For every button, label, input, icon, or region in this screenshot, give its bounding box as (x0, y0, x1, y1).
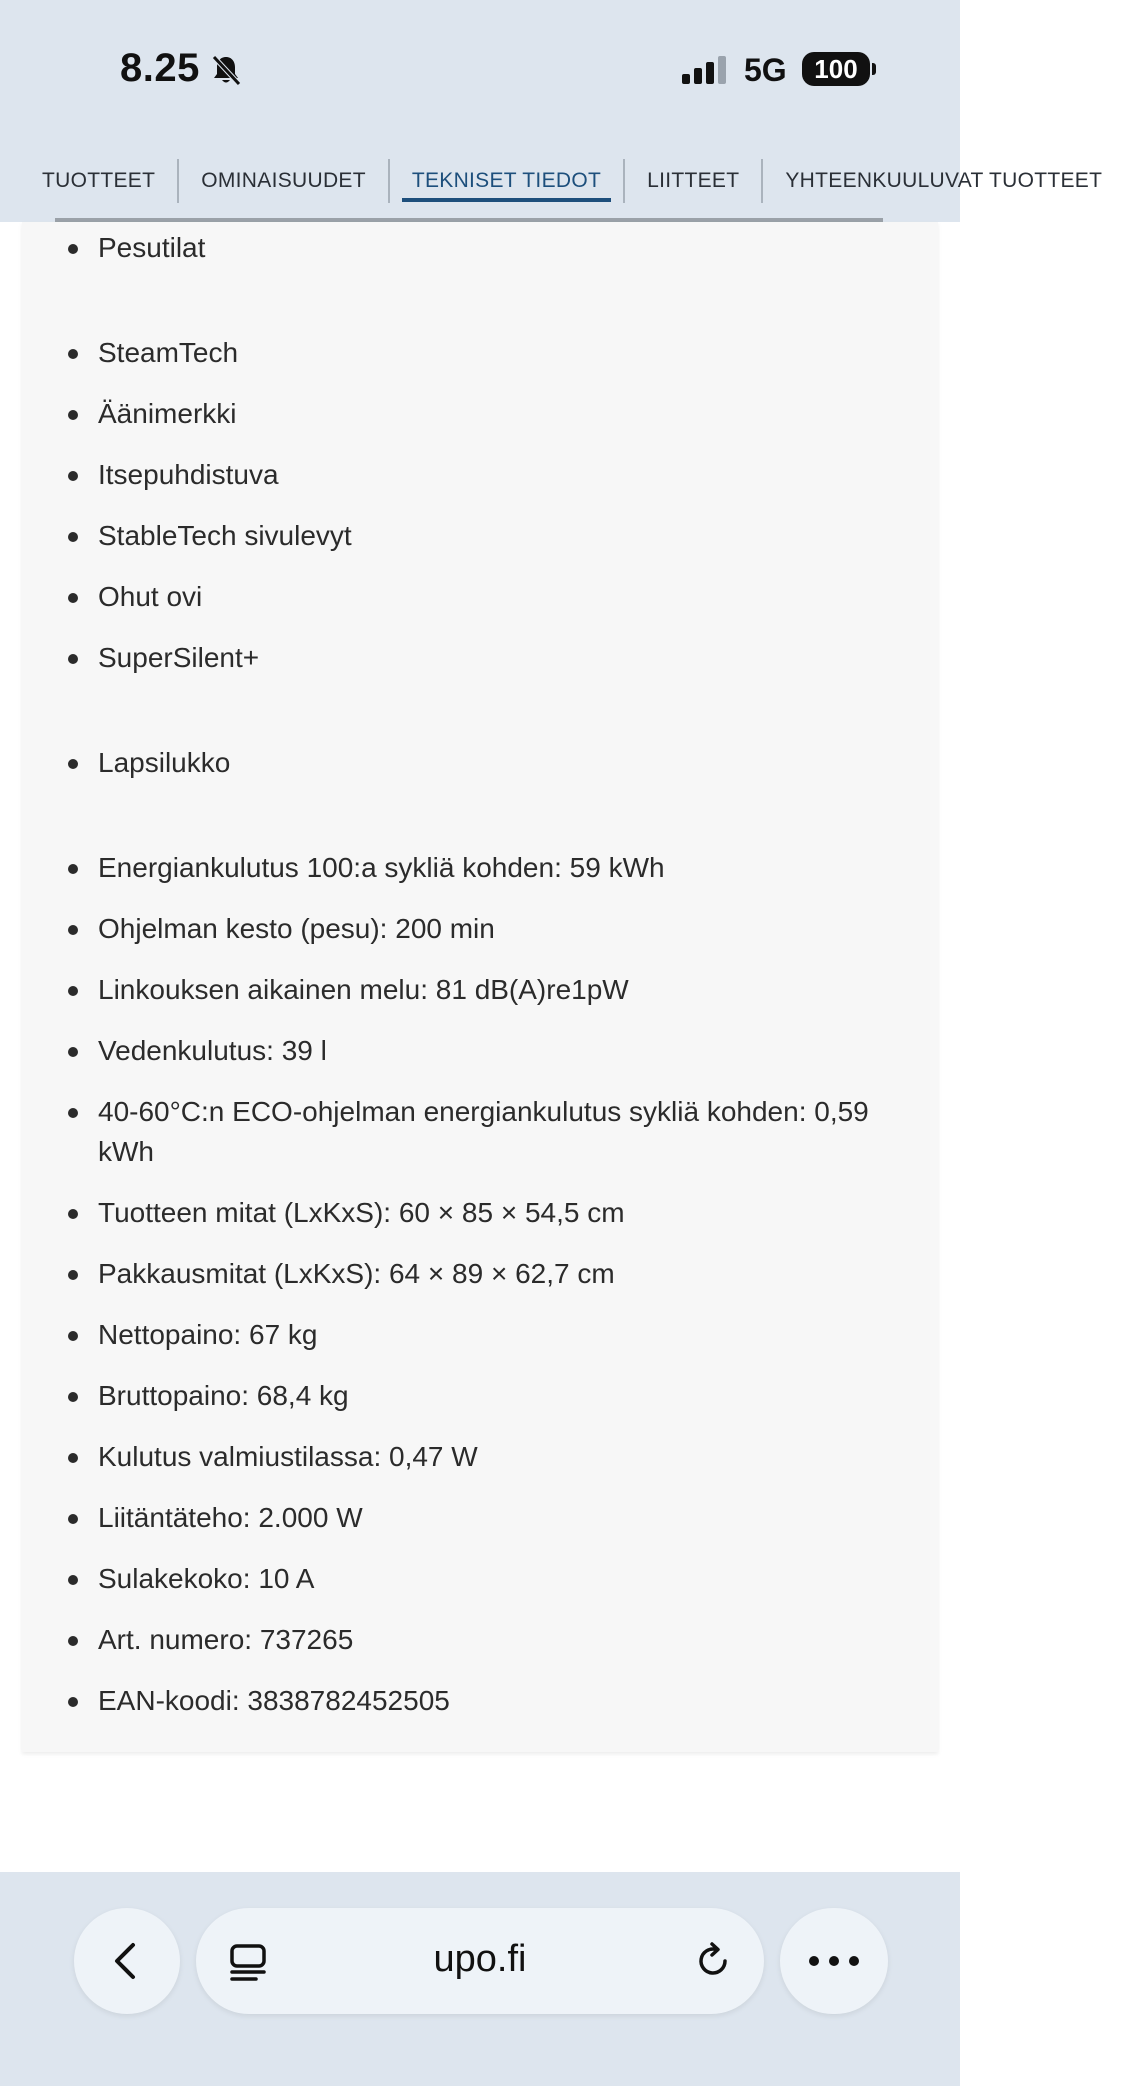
spec-item: StableTech sivulevyt (98, 516, 898, 556)
spec-item: Lapsilukko (98, 743, 898, 783)
tab-tekniset-tiedot[interactable]: TEKNISET TIEDOT (390, 140, 623, 222)
chevron-left-icon (107, 1941, 147, 1981)
spec-item: SteamTech (98, 333, 898, 373)
technical-specs-card (22, 222, 938, 1752)
more-options-button[interactable] (780, 1908, 888, 2014)
tab-liitteet[interactable]: LIITTEET (647, 169, 740, 192)
status-bar (0, 0, 960, 140)
spec-item: SuperSilent+ (98, 638, 898, 678)
battery-indicator: 100 (802, 52, 870, 86)
spec-item: Kulutus valmiustilassa: 0,47 W (98, 1437, 898, 1477)
browser-toolbar (0, 1872, 960, 2086)
spec-item: Art. numero: 737265 (98, 1620, 898, 1660)
cellular-signal-icon (680, 54, 730, 86)
spec-item: Bruttopaino: 68,4 kg (98, 1376, 898, 1416)
address-bar[interactable] (196, 1908, 764, 2014)
status-time: 8.25 (120, 46, 200, 90)
tab-strip (0, 140, 1124, 222)
spec-item: Tuotteen mitat (LxKxS): 60 × 85 × 54,5 cm (98, 1193, 898, 1233)
spec-item: Liitäntäteho: 2.000 W (98, 1498, 898, 1538)
bell-muted-icon (208, 52, 244, 88)
spec-item: Äänimerkki (98, 394, 898, 434)
spec-item: Itsepuhdistuva (98, 455, 898, 495)
network-type: 5G (744, 52, 787, 88)
spec-item: Vedenkulutus: 39 l (98, 1031, 898, 1071)
tab-ominaisuudet[interactable]: OMINAISUUDET (201, 169, 366, 192)
reload-icon[interactable] (692, 1940, 734, 1982)
ellipsis-icon (808, 1952, 860, 1970)
back-button[interactable] (74, 1908, 180, 2014)
url-text[interactable]: upo.fi (433, 1938, 527, 1980)
spec-item: Sulakekoko: 10 A (98, 1559, 898, 1599)
spec-item: EAN-koodi: 3838782452505 (98, 1681, 898, 1721)
spec-item: Ohjelman kesto (pesu): 200 min (98, 909, 898, 949)
battery-tip (872, 63, 876, 75)
spec-item: Pesutilat (98, 228, 898, 268)
tab-yhteenkuuluvat-tuotteet[interactable]: YHTEENKUULUVAT TUOTTEET (785, 169, 1103, 192)
spec-item: Energiankulutus 100:a sykliä kohden: 59 kWh (98, 848, 898, 888)
spec-item: Ohut ovi (98, 577, 898, 617)
spec-item: 40-60°C:n ECO-ohjelman energiankulutus sykliä kohden: 0,59 kWh (98, 1092, 898, 1172)
tab-tuotteet[interactable]: TUOTTEET (42, 169, 156, 192)
spec-item: Linkouksen aikainen melu: 81 dB(A)re1pW (98, 970, 898, 1010)
spec-item: Nettopaino: 67 kg (98, 1315, 898, 1355)
section-tab-nav (0, 140, 1103, 222)
spec-item: Pakkausmitat (LxKxS): 64 × 89 × 62,7 cm (98, 1254, 898, 1294)
